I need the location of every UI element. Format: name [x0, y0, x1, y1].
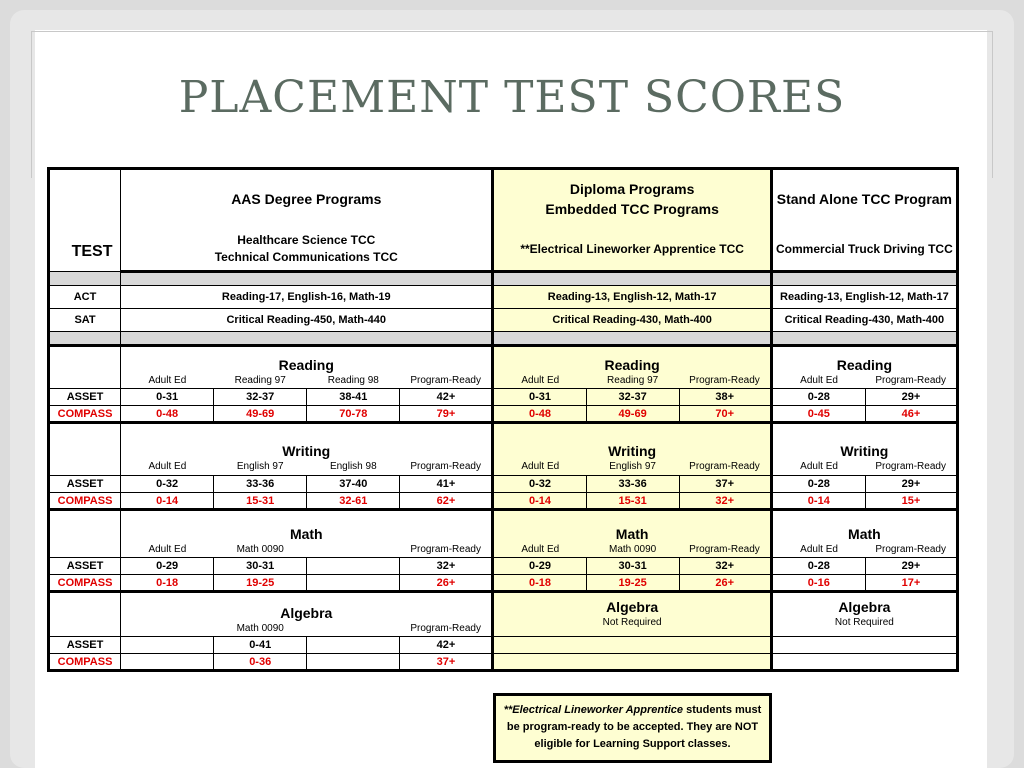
score-cell: 0-36 [214, 654, 307, 671]
score-cell: 33-36 [586, 476, 679, 493]
score-cell: 15-31 [214, 493, 307, 510]
diploma-subheader: **Electrical Lineworker Apprentice TCC [493, 229, 771, 272]
col-header: Program-Ready [400, 542, 493, 558]
math-diploma-title: Math [493, 510, 771, 542]
score-cell [307, 558, 400, 575]
score-cell: 49-69 [586, 406, 679, 423]
score-cell: 32-37 [586, 389, 679, 406]
compass-label: COMPASS [49, 575, 121, 592]
algebra-diploma-title: Algebra [606, 598, 659, 615]
score-cell: 0-31 [493, 389, 586, 406]
col-header: Adult Ed [121, 459, 214, 476]
act-row [49, 286, 958, 309]
col-header: Adult Ed [493, 459, 586, 476]
score-cell: 62+ [400, 493, 493, 510]
asset-label: ASSET [49, 389, 121, 406]
algebra-diploma-note: Not Required [602, 616, 662, 628]
score-cell: 30-31 [214, 558, 307, 575]
sat-standalone: Critical Reading-430, Math-400 [771, 309, 957, 332]
math-asset-row [49, 558, 958, 575]
math-standalone-title: Math [771, 510, 957, 542]
score-cell: 79+ [400, 406, 493, 423]
algebra-blank [49, 592, 121, 637]
reading-col-row [49, 373, 958, 389]
score-cell: 32+ [679, 558, 771, 575]
spacer-row [49, 332, 958, 346]
score-cell: 37+ [400, 654, 493, 671]
spacer-cell [49, 332, 121, 346]
score-cell: 17+ [865, 575, 957, 592]
writing-blank [49, 423, 121, 476]
spacer-cell [771, 332, 957, 346]
score-cell: 32-61 [307, 493, 400, 510]
aas-sub-1: Healthcare Science TCC [237, 233, 376, 248]
test-label: TEST [71, 243, 113, 260]
note-italic: **Electrical Lineworker Apprentice [503, 704, 684, 716]
col-header: Program-Ready [865, 542, 957, 558]
reading-aas-title: Reading [121, 346, 493, 373]
score-cell: 0-14 [771, 493, 865, 510]
col-header [121, 621, 214, 637]
aas-header: AAS Degree Programs [121, 169, 493, 229]
col-header: Program-Ready [865, 459, 957, 476]
reading-diploma-title: Reading [493, 346, 771, 373]
col-header: Reading 97 [586, 373, 679, 389]
compass-label: COMPASS [49, 493, 121, 510]
spacer-cell [49, 272, 121, 286]
score-cell: 32+ [679, 493, 771, 510]
col-header: Reading 98 [307, 373, 400, 389]
math-aas-title: Math [121, 510, 493, 542]
score-cell: 0-18 [493, 575, 586, 592]
score-cell: 29+ [865, 476, 957, 493]
score-cell [121, 654, 214, 671]
score-cell: 42+ [400, 637, 493, 654]
diploma-header [493, 169, 771, 229]
col-header: Program-Ready [400, 621, 493, 637]
math-col-row [49, 542, 958, 558]
score-cell [307, 654, 400, 671]
score-cell: 0-48 [493, 406, 586, 423]
asset-label: ASSET [49, 558, 121, 575]
score-cell: 32-37 [214, 389, 307, 406]
col-header: Program-Ready [679, 373, 771, 389]
score-cell [307, 575, 400, 592]
act-diploma: Reading-13, English-12, Math-17 [493, 286, 771, 309]
writing-diploma-title: Writing [493, 423, 771, 459]
spacer-cell [493, 272, 771, 286]
act-label: ACT [49, 286, 121, 309]
col-header: Adult Ed [771, 542, 865, 558]
score-cell: 0-32 [121, 476, 214, 493]
col-header: English 97 [586, 459, 679, 476]
algebra-compass-row [49, 654, 958, 671]
score-cell: 0-28 [771, 558, 865, 575]
note-line-3: eligible for Learning Support classes. [534, 738, 731, 750]
math-title-row [49, 510, 958, 542]
score-cell: 0-29 [121, 558, 214, 575]
score-cell: 0-18 [121, 575, 214, 592]
score-cell: 38-41 [307, 389, 400, 406]
math-blank [49, 510, 121, 558]
writing-col-row [49, 459, 958, 476]
score-cell: 0-14 [493, 493, 586, 510]
math-compass-row [49, 575, 958, 592]
col-header: Adult Ed [121, 373, 214, 389]
slide-title: PLACEMENT TEST SCORES [178, 72, 846, 123]
score-cell: 0-29 [493, 558, 586, 575]
note-line-1-rest: students must [683, 704, 762, 716]
col-header: Adult Ed [493, 542, 586, 558]
col-header: Math 0090 [214, 621, 307, 637]
col-header: Adult Ed [771, 373, 865, 389]
col-header: Math 0090 [586, 542, 679, 558]
score-cell: 19-25 [586, 575, 679, 592]
asset-label: ASSET [49, 476, 121, 493]
writing-compass-row [49, 493, 958, 510]
sat-aas: Critical Reading-450, Math-440 [121, 309, 493, 332]
asset-label: ASSET [49, 637, 121, 654]
score-cell [307, 637, 400, 654]
test-header [49, 169, 121, 272]
algebra-standalone-note: Not Required [834, 616, 894, 628]
score-cell [121, 637, 214, 654]
aas-subheader [121, 229, 493, 272]
col-header: Adult Ed [771, 459, 865, 476]
writing-title-row [49, 423, 958, 459]
score-cell: 33-36 [214, 476, 307, 493]
spacer-cell [121, 332, 493, 346]
empty-cell [771, 637, 957, 654]
empty-cell [493, 654, 771, 671]
note-line-1 [496, 702, 769, 719]
reading-standalone-title: Reading [771, 346, 957, 373]
col-header: Math 0090 [214, 542, 307, 558]
score-cell: 46+ [865, 406, 957, 423]
act-aas: Reading-17, English-16, Math-19 [121, 286, 493, 309]
score-cell: 0-31 [121, 389, 214, 406]
score-cell: 26+ [679, 575, 771, 592]
score-cell: 37-40 [307, 476, 400, 493]
spacer-row [49, 272, 958, 286]
col-header: English 98 [307, 459, 400, 476]
sat-label: SAT [49, 309, 121, 332]
reading-asset-row [49, 389, 958, 406]
reading-blank [49, 346, 121, 389]
col-header: Program-Ready [400, 459, 493, 476]
score-cell: 32+ [400, 558, 493, 575]
col-header: English 97 [214, 459, 307, 476]
sat-row [49, 309, 958, 332]
col-header: Program-Ready [679, 459, 771, 476]
sat-diploma: Critical Reading-430, Math-400 [493, 309, 771, 332]
score-cell: 29+ [865, 558, 957, 575]
diploma-title-1: Diploma Programs [569, 181, 695, 198]
act-standalone: Reading-13, English-12, Math-17 [771, 286, 957, 309]
score-cell: 0-16 [771, 575, 865, 592]
score-cell: 41+ [400, 476, 493, 493]
spacer-cell [121, 272, 493, 286]
col-header: Program-Ready [865, 373, 957, 389]
header-row-sub [49, 229, 958, 272]
score-cell: 0-32 [493, 476, 586, 493]
standalone-subheader: Commercial Truck Driving TCC [771, 229, 957, 272]
col-header: Adult Ed [493, 373, 586, 389]
compass-label: COMPASS [49, 406, 121, 423]
score-cell: 26+ [400, 575, 493, 592]
algebra-standalone-cell [771, 592, 957, 637]
aas-sub-2: Technical Communications TCC [214, 250, 398, 265]
score-cell: 19-25 [214, 575, 307, 592]
col-header [307, 542, 400, 558]
algebra-title-row [49, 592, 958, 621]
score-cell: 49-69 [214, 406, 307, 423]
spacer-cell [771, 272, 957, 286]
score-cell: 0-28 [771, 476, 865, 493]
reading-title-row [49, 346, 958, 373]
writing-aas-title: Writing [121, 423, 493, 459]
score-cell: 42+ [400, 389, 493, 406]
score-cell: 70-78 [307, 406, 400, 423]
score-cell: 0-41 [214, 637, 307, 654]
writing-asset-row [49, 476, 958, 493]
spacer-cell [493, 332, 771, 346]
score-cell: 70+ [679, 406, 771, 423]
col-header: Program-Ready [679, 542, 771, 558]
writing-standalone-title: Writing [771, 423, 957, 459]
algebra-standalone-title: Algebra [838, 598, 891, 615]
placement-table [47, 167, 959, 672]
lineworker-note [493, 693, 772, 763]
col-header: Reading 97 [214, 373, 307, 389]
placement-table-container [47, 167, 959, 672]
score-cell: 0-45 [771, 406, 865, 423]
header-row-top [49, 169, 958, 229]
score-cell: 37+ [679, 476, 771, 493]
empty-cell [771, 654, 957, 671]
note-line-2: be program-ready to be accepted. They are NOT [506, 721, 759, 733]
score-cell: 30-31 [586, 558, 679, 575]
algebra-asset-row [49, 637, 958, 654]
col-header: Adult Ed [121, 542, 214, 558]
algebra-diploma-cell [493, 592, 771, 637]
score-cell: 0-48 [121, 406, 214, 423]
diploma-title-2: Embedded TCC Programs [545, 201, 719, 218]
score-cell: 0-28 [771, 389, 865, 406]
score-cell: 29+ [865, 389, 957, 406]
score-cell: 15-31 [586, 493, 679, 510]
score-cell: 15+ [865, 493, 957, 510]
col-header [307, 621, 400, 637]
reading-compass-row [49, 406, 958, 423]
empty-cell [493, 637, 771, 654]
compass-label: COMPASS [49, 654, 121, 671]
algebra-aas-title: Algebra [121, 592, 493, 621]
col-header: Program-Ready [400, 373, 493, 389]
score-cell: 0-14 [121, 493, 214, 510]
standalone-header: Stand Alone TCC Program [771, 169, 957, 229]
score-cell: 38+ [679, 389, 771, 406]
